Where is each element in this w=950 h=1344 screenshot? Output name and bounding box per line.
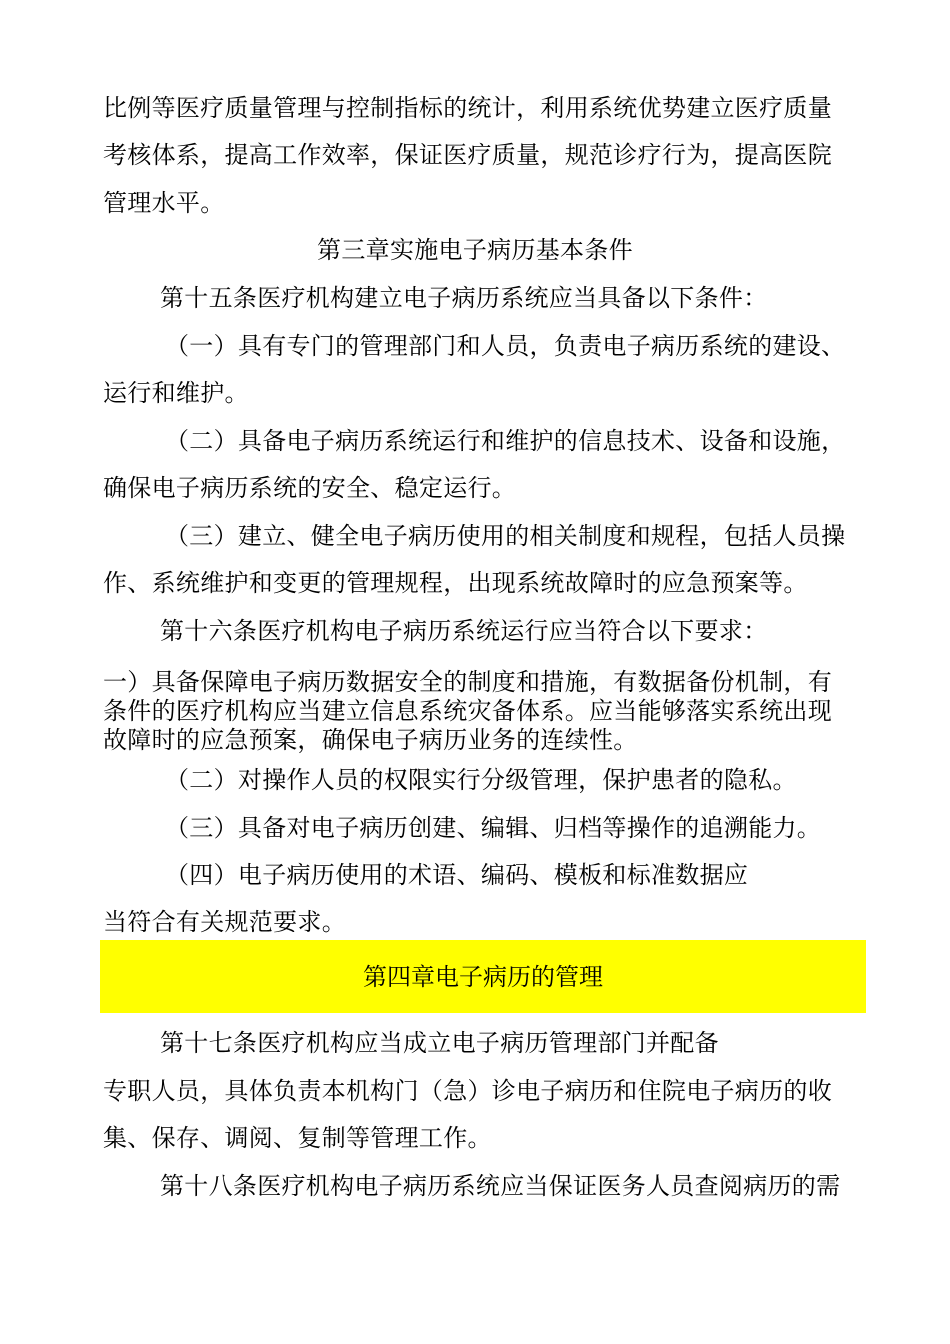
text-line: 条件的医疗机构应当建立信息系统灾备体系。应当能够落实系统出现: [103, 697, 832, 725]
clause-item: （二）对操作人员的权限实行分级管理，保护患者的隐私。: [165, 766, 797, 794]
text-line: 管理水平。: [103, 189, 225, 217]
text-line: 比例等医疗质量管理与控制指标的统计，利用系统优势建立医疗质量: [103, 94, 832, 122]
article-heading: 第十七条医疗机构应当成立电子病历管理部门并配备: [160, 1029, 719, 1057]
text-line: 运行和维护。: [103, 379, 249, 407]
article-heading: 第十八条医疗机构电子病历系统应当保证医务人员查阅病历的需: [160, 1172, 841, 1200]
text-line: 故障时的应急预案，确保电子病历业务的连续性。: [103, 726, 638, 754]
text-line: 一）具备保障电子病历数据安全的制度和措施，有数据备份机制，有: [103, 668, 832, 696]
text-line: 确保电子病历系统的安全、稳定运行。: [103, 474, 517, 502]
clause-item: （三）具备对电子病历创建、编辑、归档等操作的追溯能力。: [165, 814, 822, 842]
article-heading: 第十六条医疗机构电子病历系统运行应当符合以下要求：: [160, 617, 768, 645]
clause-item: （一）具有专门的管理部门和人员，负责电子病历系统的建设、: [165, 332, 846, 360]
clause-item: （四）电子病历使用的术语、编码、模板和标准数据应: [165, 861, 749, 889]
text-line: 专职人员，具体负责本机构门（急）诊电子病历和住院电子病历的收: [103, 1077, 832, 1105]
text-line: 作、系统维护和变更的管理规程，出现系统故障时的应急预案等。: [103, 569, 808, 597]
text-line: 当符合有关规范要求。: [103, 908, 346, 936]
text-line: 考核体系，提高工作效率，保证医疗质量，规范诊疗行为，提高医院: [103, 141, 832, 169]
text-line: 集、保存、调阅、复制等管理工作。: [103, 1124, 492, 1152]
clause-item: （三）建立、健全电子病历使用的相关制度和规程，包括人员操: [165, 522, 846, 550]
chapter-heading-highlighted: 第四章电子病历的管理: [363, 963, 603, 991]
chapter-heading: 第三章实施电子病历基本条件: [317, 236, 633, 264]
clause-item: （二）具备电子病历系统运行和维护的信息技术、设备和设施，: [165, 427, 846, 455]
article-heading: 第十五条医疗机构建立电子病历系统应当具备以下条件：: [160, 284, 768, 312]
